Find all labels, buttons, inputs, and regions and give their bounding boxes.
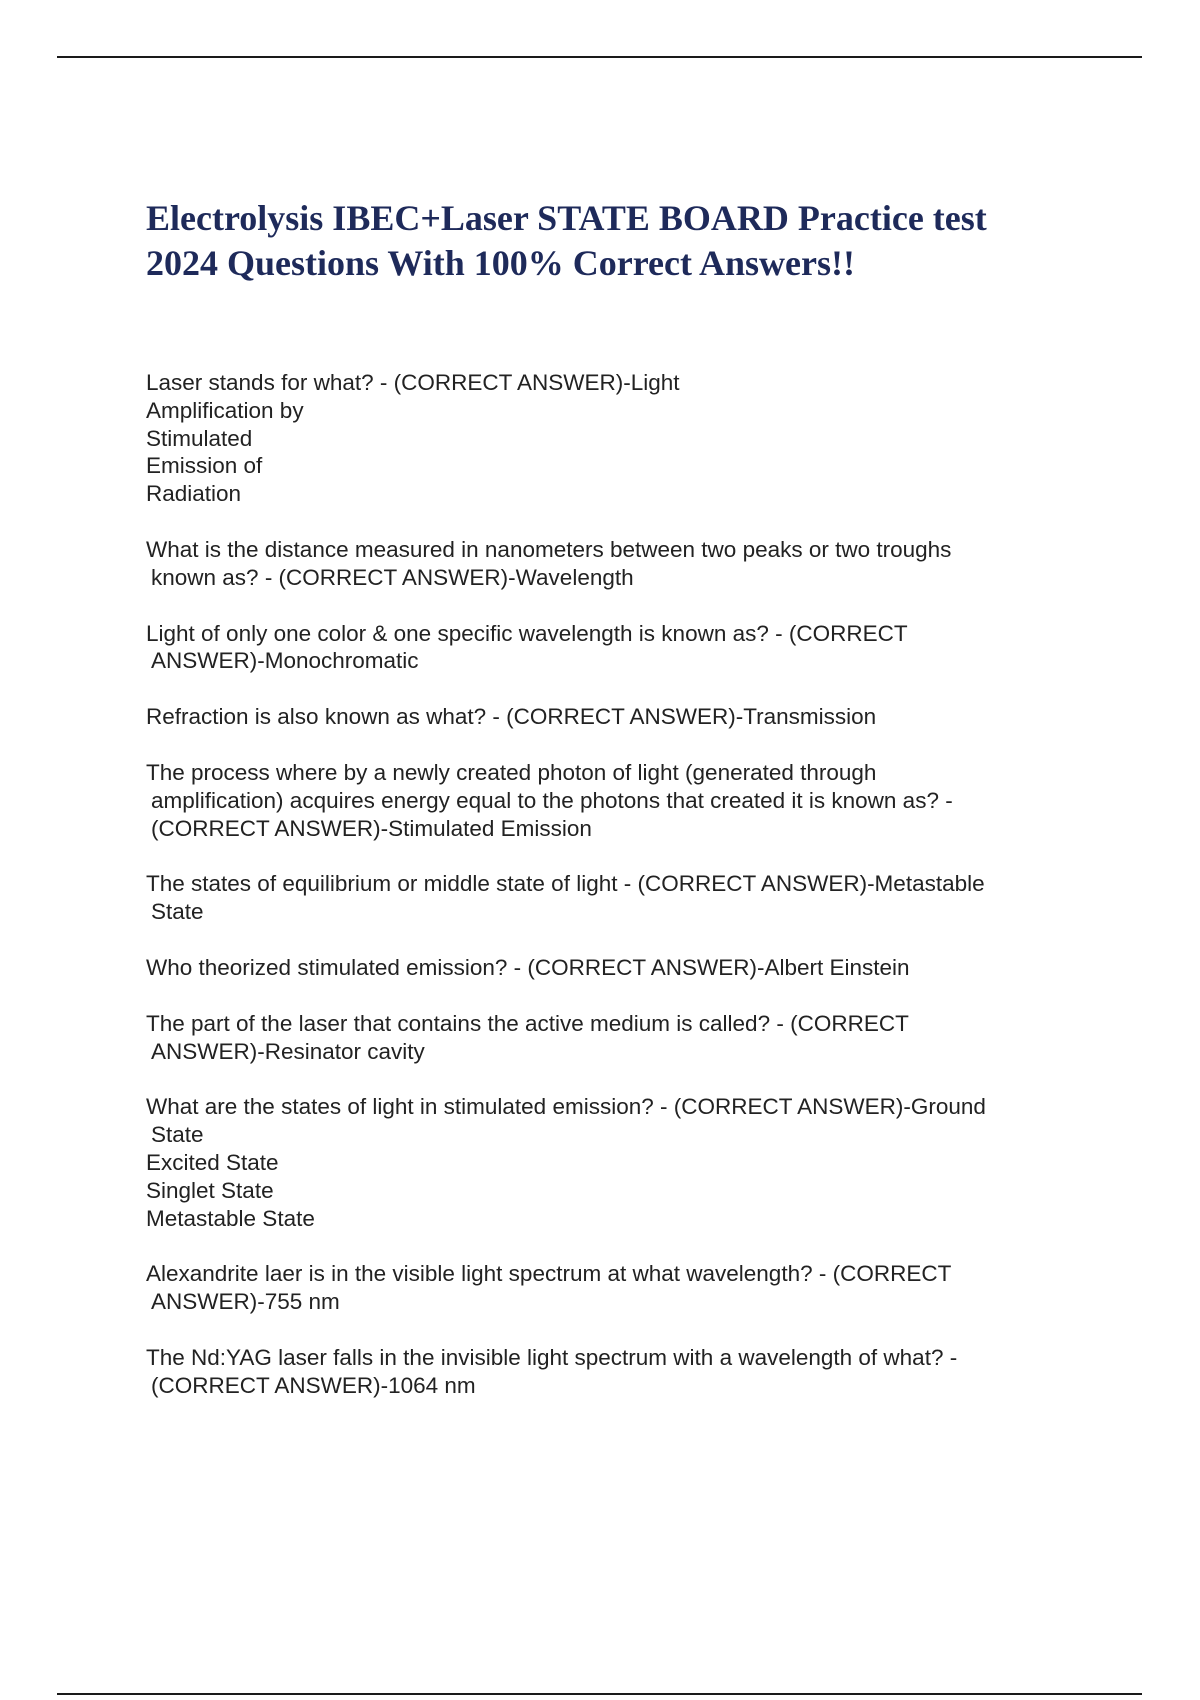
- bottom-rule: [57, 1693, 1142, 1695]
- qa-line: known as? - (CORRECT ANSWER)-Wavelength: [151, 564, 634, 590]
- qa-item: [146, 1344, 1086, 1400]
- qa-line: State: [151, 1122, 204, 1148]
- qa-line: Emission of: [146, 453, 263, 479]
- qa-item: [146, 620, 1086, 676]
- qa-line: amplification) acquires energy equal to the photons that created it is known as? -: [151, 787, 953, 813]
- title-line-1: Electrolysis IBEC+Laser STATE BOARD Practice test: [146, 198, 987, 238]
- qa-item: [146, 1010, 1086, 1066]
- qa-line: Singlet State: [146, 1177, 274, 1203]
- top-rule: [57, 56, 1142, 58]
- qa-line: The Nd:YAG laser falls in the invisible light spectrum with a wavelength of what? -: [146, 1344, 958, 1370]
- qa-line: ANSWER)-Resinator cavity: [151, 1038, 425, 1064]
- document-title: [146, 196, 1106, 286]
- qa-line: Who theorized stimulated emission? - (CORRECT ANSWER)-Albert Einstein: [146, 954, 910, 980]
- qa-item: [146, 369, 1086, 508]
- qa-item: [146, 870, 1086, 926]
- qa-line: ANSWER)-Monochromatic: [151, 648, 419, 674]
- qa-line: Stimulated: [146, 425, 253, 451]
- qa-line: What is the distance measured in nanometers between two peaks or two troughs: [146, 536, 952, 562]
- qa-line: The process where by a newly created photon of light (generated through: [146, 759, 877, 785]
- qa-line: Laser stands for what? - (CORRECT ANSWER)-Light: [146, 370, 680, 395]
- qa-list: [146, 369, 1086, 1428]
- qa-line: Alexandrite laer is in the visible light spectrum at what wavelength? - (CORRECT: [146, 1261, 952, 1287]
- qa-item: [146, 954, 1086, 982]
- qa-line: ANSWER)-755 nm: [151, 1289, 340, 1315]
- qa-line: (CORRECT ANSWER)-1064 nm: [151, 1372, 476, 1398]
- qa-line: Excited State: [146, 1149, 279, 1175]
- qa-line: Radiation: [146, 481, 242, 507]
- qa-line: Metastable State: [146, 1205, 315, 1231]
- qa-line: Amplification by: [146, 397, 304, 423]
- qa-item: [146, 759, 1086, 842]
- qa-line: The part of the laser that contains the active medium is called? - (CORRECT: [146, 1010, 909, 1036]
- qa-line: What are the states of light in stimulated emission? - (CORRECT ANSWER)-Ground: [146, 1094, 986, 1120]
- qa-line: Refraction is also known as what? - (CORRECT ANSWER)-Transmission: [146, 704, 877, 730]
- qa-item: [146, 1093, 1086, 1232]
- qa-line: The states of equilibrium or middle state of light - (CORRECT ANSWER)-Metastable: [146, 871, 985, 897]
- qa-item: [146, 536, 1086, 592]
- title-line-2: 2024 Questions With 100% Correct Answers!!: [146, 243, 855, 283]
- qa-item: [146, 703, 1086, 731]
- qa-line: (CORRECT ANSWER)-Stimulated Emission: [151, 815, 592, 841]
- qa-line: Light of only one color & one specific wavelength is known as? - (CORRECT: [146, 620, 908, 646]
- qa-item: [146, 1260, 1086, 1316]
- qa-line: State: [151, 899, 204, 925]
